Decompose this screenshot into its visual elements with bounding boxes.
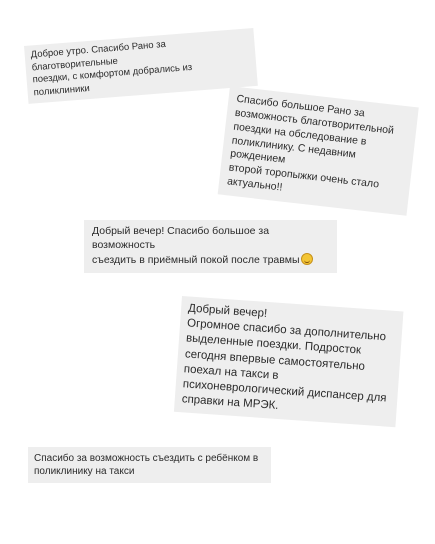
message-bubble <box>28 447 271 483</box>
hugging-face-emoji-icon <box>301 253 313 265</box>
message-text: Спасибо за возможность съездить с ребёнком в поликлинику на такси <box>34 453 259 478</box>
message-text: Доброе утро. Спасибо Рано за благотворительные поездки, с комфортом добрались из поликлиники <box>30 38 193 98</box>
message-text: Спасибо большое Рано за возможность благотворительной поездки на обследование в поликлинику. С недавним рождением второй торопыжки очень стало актуально!! <box>226 92 395 194</box>
message-text: Добрый вечер! Спасибо большое за возможность съездить в приёмный покой после травмы <box>92 225 329 268</box>
message-bubble <box>84 220 337 273</box>
message-bubble <box>218 86 419 216</box>
message-bubble <box>174 296 404 427</box>
message-text: Добрый вечер! Огромное спасибо за дополнительно выделенные поездки. Подросток сегодня впервые самостоятельно поехал на такси в психоневрологический диспансер для справки на МРЭК. <box>181 302 387 413</box>
message-bubble <box>24 28 258 104</box>
